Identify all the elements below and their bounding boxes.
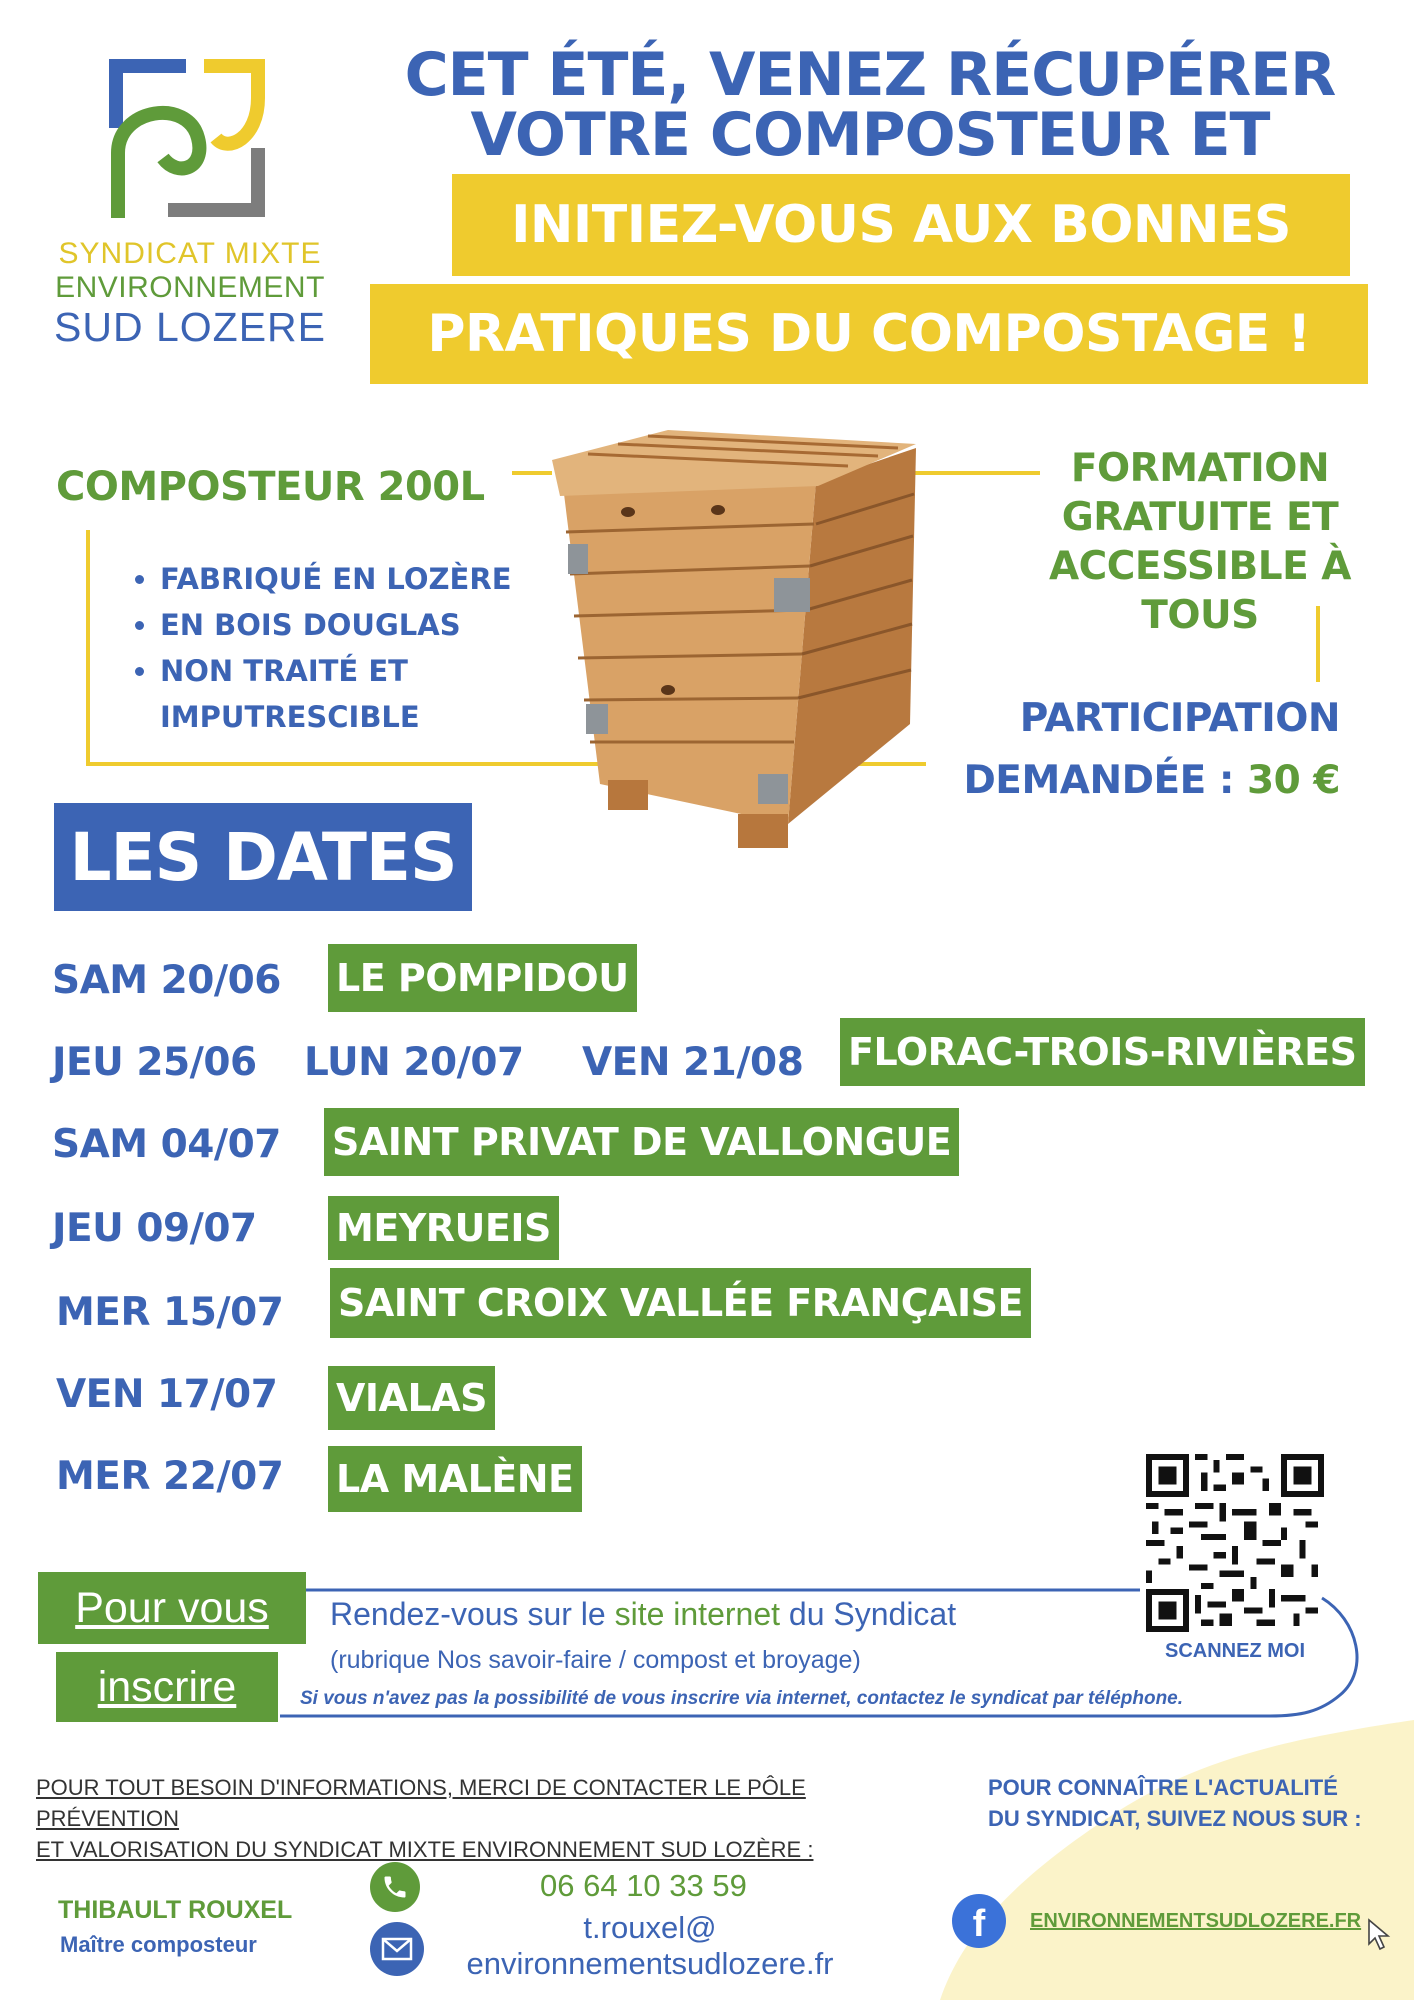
date-label: LUN 20/07 [304, 1040, 524, 1085]
composter-image [548, 424, 918, 860]
formation-block [1030, 444, 1370, 640]
place-label: FLORAC-TROIS-RIVIÈRES [840, 1018, 1365, 1086]
inscription-text-after: du Syndicat [788, 1596, 957, 1632]
footer-follow-line-1: POUR CONNAÎTRE L'ACTUALITÉ [988, 1775, 1338, 1800]
date-label: VEN 17/07 [56, 1372, 278, 1417]
formation-line: FORMATION [1070, 446, 1330, 491]
inscription-text-before: Rendez-vous sur le [330, 1596, 606, 1632]
headline-line-1: CET ÉTÉ, VENEZ RÉCUPÉRER [404, 40, 1336, 110]
participation-label: DEMANDÉE : [963, 758, 1234, 803]
formation-line: ACCESSIBLE À [1049, 544, 1351, 589]
date-label: SAM 20/06 [52, 958, 281, 1003]
footer-info-line-2: ET VALORISATION DU SYNDICAT MIXTE ENVIRONNEMENT SUD LOZÈRE : [36, 1837, 814, 1862]
date-label: JEU 25/06 [52, 1040, 257, 1085]
facebook-icon[interactable]: f [952, 1894, 1006, 1948]
contact-email[interactable] [440, 1910, 860, 1982]
bullet-item: • FABRIQUÉ EN LOZÈRE [160, 556, 560, 602]
qr-label: SCANNEZ MOI [1165, 1640, 1305, 1662]
dates-title: LES DATES [54, 803, 472, 911]
footer-background [900, 1720, 1414, 2000]
logo-line-3: SUD LOZERE [54, 304, 326, 350]
phone-icon[interactable] [370, 1862, 420, 1912]
footer-follow-line-2: DU SYNDICAT, SUIVEZ NOUS SUR : [988, 1806, 1362, 1831]
date-label: MER 22/07 [56, 1454, 284, 1499]
contact-role: Maître composteur [60, 1932, 257, 1957]
yellow-line-left [86, 530, 90, 766]
formation-line: TOUS [1141, 593, 1259, 638]
participation-price: 30 € [1247, 758, 1340, 803]
headline-line-2: VOTRE COMPOSTEUR ET [470, 100, 1270, 170]
place-label: VIALAS [328, 1366, 495, 1430]
footer-follow [988, 1772, 1398, 1834]
participation-line-2 [900, 750, 1340, 812]
place-label: SAINT CROIX VALLÉE FRANÇAISE [330, 1268, 1031, 1338]
yellow-line-top-right [910, 471, 1040, 475]
footer-info [36, 1772, 936, 1865]
contact-email-line-1: t.rouxel@ [583, 1910, 717, 1945]
headline-band-1: INITIEZ-VOUS AUX BONNES [452, 174, 1350, 276]
inscription-note: Si vous n'avez pas la possibilité de vous inscrire via internet, contactez le syndicat par téléphone. [300, 1688, 1184, 1709]
date-label: SAM 04/07 [52, 1122, 281, 1167]
logo-mark [108, 58, 274, 218]
contact-email-line-2: environnementsudlozere.fr [466, 1946, 834, 1981]
contact-phone[interactable]: 06 64 10 33 59 [540, 1868, 747, 1903]
place-label: SAINT PRIVAT DE VALLONGUE [324, 1108, 959, 1176]
inscription-sub: (rubrique Nos savoir-faire / compost et broyage) [330, 1646, 861, 1674]
inscription-label-1[interactable]: Pour vous [38, 1572, 306, 1644]
contact-name: THIBAULT ROUXEL [58, 1896, 293, 1924]
place-label: MEYRUEIS [328, 1196, 559, 1260]
logo [40, 50, 340, 360]
place-label: LE POMPIDOU [328, 944, 637, 1012]
bullet-item: • EN BOIS DOUGLAS [160, 602, 560, 648]
facebook-link[interactable]: ENVIRONNEMENTSUDLOZERE.FR [1030, 1910, 1362, 1932]
cursor-icon [1366, 1918, 1394, 1952]
logo-line-1: SYNDICAT MIXTE [58, 237, 322, 270]
inscription-label-2[interactable]: inscrire [56, 1652, 278, 1722]
yellow-line-top-left [512, 471, 552, 475]
composteur-title: COMPOSTEUR 200L [56, 464, 485, 510]
inscription-text [330, 1596, 956, 1633]
participation-block [900, 688, 1340, 812]
footer-info-line-1: POUR TOUT BESOIN D'INFORMATIONS, MERCI DE CONTACTER LE PÔLE PRÉVENTION [36, 1775, 806, 1831]
date-label: VEN 21/08 [582, 1040, 804, 1085]
bullet-item: • NON TRAITÉ ET IMPUTRESCIBLE [160, 648, 560, 740]
mail-icon[interactable] [370, 1922, 424, 1976]
composteur-bullets [160, 556, 560, 740]
participation-line-1: PARTICIPATION [1019, 696, 1340, 741]
logo-line-2: ENVIRONNEMENT [55, 271, 325, 304]
inscription-site-link[interactable]: site internet [614, 1596, 780, 1632]
date-label: MER 15/07 [56, 1290, 284, 1335]
place-label: LA MALÈNE [328, 1446, 582, 1512]
date-label: JEU 09/07 [52, 1206, 257, 1251]
formation-line: GRATUITE ET [1061, 495, 1339, 540]
headline-band-2: PRATIQUES DU COMPOSTAGE ! [370, 284, 1368, 384]
